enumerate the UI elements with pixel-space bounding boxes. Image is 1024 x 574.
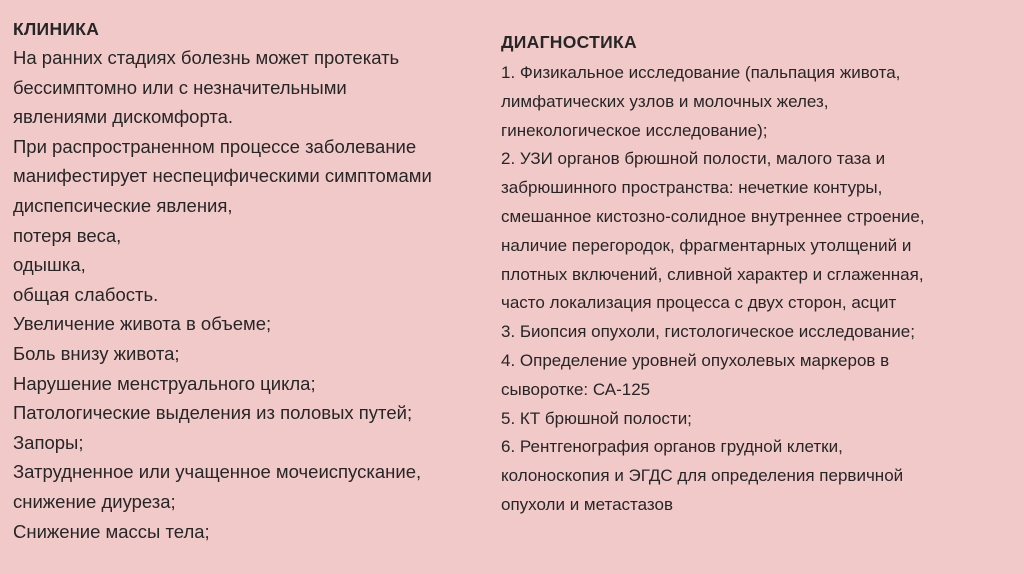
- diagnostics-section: [501, 31, 1021, 520]
- diagnostics-line: 6. Рентгенография органов грудной клетки,: [501, 437, 843, 457]
- diagnostics-heading: ДИАГНОСТИКА: [501, 32, 637, 52]
- clinic-line: Затрудненное или учащенное мочеиспускание,: [13, 461, 422, 483]
- clinic-line: снижение диуреза;: [13, 490, 176, 512]
- clinic-line: Увеличение живота в объеме;: [13, 313, 272, 335]
- clinic-list: [13, 43, 503, 546]
- clinic-line: явлениями дискомфорта.: [13, 106, 234, 128]
- clinic-line: Запоры;: [13, 431, 84, 453]
- clinic-line: Боль внизу живота;: [13, 342, 180, 364]
- clinic-line: одышка,: [13, 254, 86, 276]
- clinic-line: При распространенном процессе заболевание: [13, 135, 417, 157]
- diagnostics-list: [501, 59, 1021, 520]
- diagnostics-line: 3. Биопсия опухоли, гистологическое исследование;: [501, 322, 915, 342]
- diagnostics-line: гинекологическое исследование);: [501, 120, 768, 140]
- diagnostics-line: 1. Физикальное исследование (пальпация живота,: [501, 63, 901, 82]
- clinic-line: манифестирует неспецифическими симптомами: [13, 165, 432, 187]
- clinic-line: Патологические выделения из половых путей;: [13, 402, 413, 424]
- clinic-line: бессимптомно или с незначительными: [13, 76, 347, 98]
- diagnostics-line: 5. КТ брюшной полости;: [501, 408, 692, 428]
- diagnostics-line: забрюшинного пространства: нечеткие контуры,: [501, 178, 883, 198]
- clinic-line: общая слабость.: [13, 283, 159, 305]
- clinic-section: [13, 18, 503, 546]
- diagnostics-line: наличие перегородок, фрагментарных утолщений и: [501, 235, 912, 255]
- clinic-line: На ранних стадиях болезнь может протекать: [13, 47, 400, 68]
- diagnostics-line: часто локализация процесса с двух сторон, асцит: [501, 293, 897, 313]
- clinic-line: потеря веса,: [13, 224, 122, 246]
- diagnostics-line: 4. Определение уровней опухолевых маркеров в: [501, 350, 890, 370]
- diagnostics-line: колоноскопия и ЭГДС для определения первичной: [501, 466, 904, 486]
- clinic-line: Нарушение менструального цикла;: [13, 372, 316, 394]
- clinic-line: Снижение массы тела;: [13, 520, 210, 542]
- diagnostics-line: смешанное кистозно-солидное внутреннее строение,: [501, 206, 925, 226]
- diagnostics-line: плотных включений, сливной характер и сглаженная,: [501, 264, 924, 284]
- clinic-heading: КЛИНИКА: [13, 19, 100, 39]
- diagnostics-line: 2. УЗИ органов брюшной полости, малого таза и: [501, 149, 886, 169]
- diagnostics-line: опухоли и метастазов: [501, 494, 673, 514]
- diagnostics-line: лимфатических узлов и молочных желез,: [501, 91, 829, 111]
- clinic-line: диспепсические явления,: [13, 194, 233, 216]
- diagnostics-line: сыворотке: СА-125: [501, 379, 651, 399]
